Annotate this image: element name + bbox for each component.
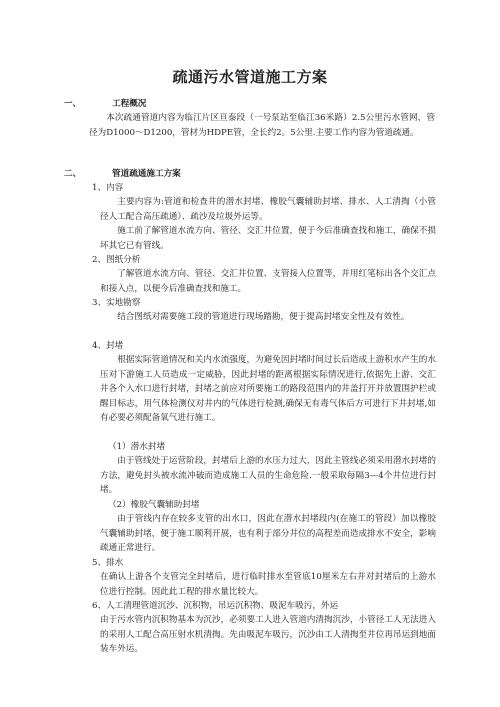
- section-2-title: 管道疏通施工方案: [112, 169, 181, 179]
- item-5-number: 5、: [92, 558, 107, 568]
- item-4-title: 封堵: [106, 341, 124, 351]
- section-2-heading: [64, 167, 181, 182]
- sub-2-heading: [108, 498, 199, 513]
- document-title: 疏通污水管道施工方案: [172, 68, 328, 86]
- sub-1-body: 由于管线处于运营阶段，封堵后上游的水压力过大，因此主管线必须采用潜水封堵的方法，避免封头被水流冲破而造成施工人员的生命危险.一般采取每隔3—4个井位进行封堵。: [100, 456, 436, 496]
- section-1-number: 一、: [64, 99, 82, 109]
- item-6-number: 6、: [92, 601, 107, 611]
- section-1-title: 工程概况: [112, 99, 147, 109]
- item-1-heading: [92, 181, 123, 196]
- sub-1-title: 潜水封堵: [130, 442, 166, 452]
- item-3-number: 3、: [92, 298, 107, 308]
- sub-2-body: 由于管线内存在较多支管的出水口，因此在潜水封堵段内(在施工的管段）加以橡胶气囊辅助封堵，便于施工顺利开展，也有利于部分井位的高程差而造成排水不安全，影响疏通正常进行。: [100, 514, 436, 554]
- sub-1-number: （1）: [108, 442, 131, 452]
- section-2-number: 二、: [64, 169, 82, 179]
- item-3-para-1: 结合图纸对需要施工段的管道进行现场踏勘，便于提高封堵安全性及有效性。: [117, 312, 410, 322]
- item-4-number: 4、: [92, 341, 107, 351]
- item-2-heading: [92, 253, 140, 268]
- item-1-para-2: 施工前了解管道水流方向、管径、交汇井位置，便于今后准确查找和施工，确保不损坏其它已有管线。: [100, 226, 436, 251]
- item-3-title: 实地勘察: [106, 298, 141, 308]
- sub-2-number: （2）: [108, 500, 131, 510]
- item-1-number: 1、: [92, 183, 107, 193]
- item-5-para-1: 在确认上游各个支管完全封堵后，进行临时排水至管底10厘米左右并对封堵后的上游水位进行控制。因此此工程的排水量比较大。: [100, 572, 436, 597]
- item-6-heading: [92, 599, 338, 614]
- item-2-para-1: 了解管道水流方向、管径、交汇井位置、支管接入位置等，并用红笔标出各个交汇点和接入点，以便今后准确查找和施工。: [100, 269, 436, 294]
- item-1-para-1: 主要内容为:管道和检查井的潜水封堵、橡胶气囊辅助封堵、排水、人工清掏（小管径人工配合高压疏通）、疏沙及垃圾外运等。: [100, 197, 436, 222]
- section-1-body: 本次疏通管道内容为临江片区亘泰段（一号泵站至临江36米路）2.5公里污水管网，管径为D1000～D1200，管材为HDPE管，全长约2。5公里.主要工作内容为管道疏通。: [89, 113, 435, 138]
- section-1-heading: [64, 97, 146, 112]
- sub-2-title: 橡胶气囊辅助封堵: [130, 500, 200, 510]
- item-5-title: 排水: [106, 558, 124, 568]
- sub-1-heading: [108, 440, 165, 455]
- item-6-title: 人工清理管道沉沙、沉积物，吊运沉积物、吸泥车吸污，外运: [106, 601, 339, 611]
- item-3-heading: [92, 296, 140, 311]
- item-2-title: 图纸分析: [106, 255, 141, 265]
- item-2-number: 2、: [92, 255, 107, 265]
- item-4-heading: [92, 339, 123, 354]
- item-6-para-1: 由于污水管内沉积物基本为沉沙，必须要工人进入管道内清掏沉沙，小管径工人无法进入的采用人工配合高压射水机清掏。先由吸泥车吸污，沉沙由工人清掏至井位再吊运到地面装车外运。: [100, 615, 436, 655]
- item-1-title: 内容: [106, 183, 124, 193]
- item-5-heading: [92, 556, 123, 571]
- item-4-para-1: 根据实际管道情况和关内水流强度，为避免因封堵时间过长后造成上游积水产生的水压对下游施工人员造成一定威胁，因此封堵的距离根据实际情况进行,依据先上游、交汇井各个入水口进行封堵，封堵之前应对所要施工的路段范围内的井盖打开并放置围护栏或醒目标志，用气体检测仪对井内的气体进行检测,确保无有毒气体后方可进行下井封堵,如有必要必须配备氧气进行施工。: [100, 355, 436, 424]
